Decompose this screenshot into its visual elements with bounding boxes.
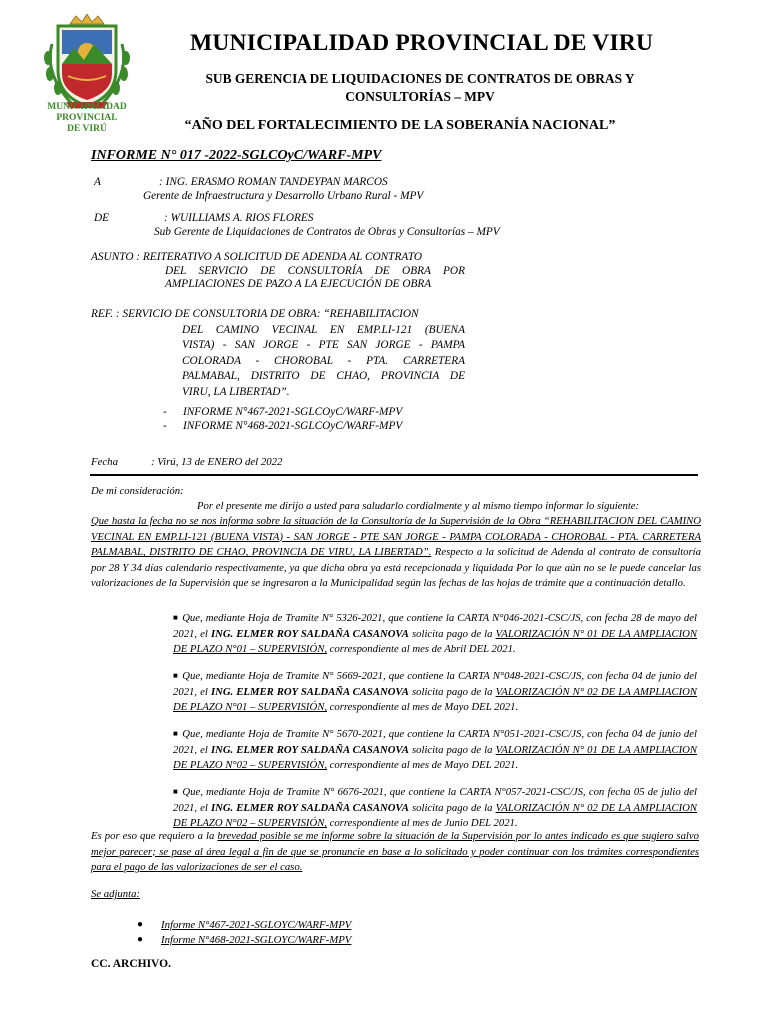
square-bullet-icon: ■ [173, 671, 179, 680]
logo-caption [24, 102, 150, 135]
subtitle-line1: SUB GERENCIA DE LIQUIDACIONES DE CONTRATOS DE OBRAS Y [205, 71, 635, 86]
asunto-line2: DEL SERVICIO DE CONSULTORÍA DE OBRA POR [165, 264, 465, 277]
ref-block [91, 307, 465, 401]
informe-number: INFORME N° 017 -2022-SGLCOyC/WARF-MPV [91, 148, 382, 163]
main-paragraph-underlined: Que hasta la fecha no se nos informa sobre la situación de la Consultoría de la Supervisión de la Obra “REHABILITACION DEL CAMINO VECINAL EN EMP.LI-121 (BUENA VISTA) - SAN JORGE - PTE SAN JORGE - PAMPA COLORADA - CHOROBAL - PTA. CARRETERA PALMABAL, DISTRITO DE CHAO, PROVINCIA DE VIRU, LA LIBERTAD”. [91, 515, 701, 559]
asunto-line1: ASUNTO : REITERATIVO A SOLICITUD DE ADENDA AL CONTRATO [91, 251, 423, 263]
from-label: DE [94, 212, 110, 224]
ref-line4: COLORADA - CHOROBAL - PTA. CARRETERA [182, 354, 465, 367]
list-item: ■ Que, mediante Hoja de Tramite N° 6676-2021, que contiene la CARTA N°057-2021-CSC/JS, con fecha 05 de julio del 2021, el ING. ELMER ROY SALDAÑA CASANOVA solicita pago de la VALORIZACIÓN N° 02 DE LA AMPLIACION DE PLAZO N°02 – SUPERVISIÓN, correspondiente al mes de Junio DEL 2021. [173, 786, 697, 830]
ref-line3: VISTA) - SAN JORGE - PTE SAN JORGE - PAMPA [182, 339, 465, 352]
ref-line6: VIRU, LA LIBERTAD”. [182, 385, 290, 398]
year-motto: “AÑO DEL FORTALECIMIENTO DE LA SOBERANÍA NACIONAL” [184, 118, 616, 133]
intro-text: Por el presente me dirijo a usted para saludarlo cordialmente y al mismo tiempo informar lo siguiente: [197, 500, 640, 512]
subtitle [170, 70, 670, 106]
cc-archive: CC. ARCHIVO. [91, 958, 171, 970]
attachment-item: ● Informe N°467-2021-SGLOYC/WARF-MPV [137, 919, 352, 931]
subtitle-line2: CONSULTORÍAS – MPV [345, 89, 495, 104]
attachments-label: Se adjunta: [91, 888, 140, 900]
from-role: Sub Gerente de Liquidaciones de Contratos de Obras y Consultorías – MPV [154, 225, 500, 238]
ref-line5: PALMABAL, DISTRITO DE CHAO, PROVINCIA DE [182, 370, 465, 383]
square-bullet-icon: ■ [173, 613, 179, 622]
from-block [94, 212, 500, 239]
asunto-line3: AMPLIACIONES DE PAZO A LA EJECUCIÓN DE OBRA [165, 278, 432, 290]
square-bullet-icon: ■ [173, 729, 179, 738]
from-name: : WUILLIAMS A. RIOS FLORES [164, 212, 314, 224]
bullet-icon: ● [137, 934, 144, 945]
ref-line1: REF. : SERVICIO DE CONSULTORIA DE OBRA: “REHABILITACION [91, 308, 419, 320]
to-name: : ING. ERASMO ROMAN TANDEYPAN MARCOS [159, 176, 388, 188]
date-value: : Virú, 13 de ENERO del 2022 [151, 456, 283, 468]
date-label: Fecha [91, 456, 118, 468]
closing-paragraph [91, 829, 699, 876]
asunto-block [91, 251, 465, 292]
to-block [94, 176, 423, 203]
logo-caption-line2: DE VIRÚ [67, 124, 107, 134]
logo-caption-line1: MUNICIPALIDAD PROVINCIAL [47, 102, 127, 123]
bullet-icon: ● [137, 919, 144, 930]
list-item: ■ Que, mediante Hoja de Tramite N° 5670-2021, que contiene la CARTA N°051-2021-CSC/JS, con fecha 04 de junio del 2021, el ING. ELMER ROY SALDAÑA CASANOVA solicita pago de la VALORIZACIÓN N° 01 DE LA AMPLIACION DE PLAZO N°02 – SUPERVISIÓN, correspondiente al mes de Mayo DEL 2021. [173, 728, 697, 772]
closing-pre: Es por eso que requiero a la [91, 830, 218, 842]
to-role: Gerente de Infraestructura y Desarrollo Urbano Rural - MPV [143, 189, 424, 202]
attachment-item: ● Informe N°468-2021-SGLOYC/WARF-MPV [137, 934, 352, 946]
list-item: ■ Que, mediante Hoja de Tramite N° 5326-2021, que contiene la CARTA N°046-2021-CSC/JS, con fecha 28 de mayo del 2021, el ING. ELMER ROY SALDAÑA CASANOVA solicita pago de la VALORIZACIÓN N° 01 DE LA AMPLIACION DE PLAZO N°01 – SUPERVISIÓN, correspondiente al mes de Abril DEL 2021. [173, 612, 697, 656]
main-paragraph-rest: Respecto a la solicitud de Adenda al contrato de consultoría por 28 Y 34 días calendario respectivamente, ya que dicha obra ya está recepcionada y liquidada Por lo que aún no se le puede cancelar las valorizaciones de la Supervisión que se ingresaron a la Municipalidad según las fechas de las hojas de trámite que a continuación detallo. [91, 546, 701, 590]
ref-item: - INFORME N°468-2021-SGLCOyC/WARF-MPV [163, 419, 403, 432]
closing-underlined: brevedad posible se me informe sobre la situación de la Supervisión por lo antes indicado es que sugiero salvo mejor parecer; se pase al área legal a fin de que se pronuncie en base a lo solicitado y poder continuar con los trámites correspondientes para el pago de las valorizaciones de ser el caso. [91, 830, 699, 874]
ref-items [163, 406, 402, 433]
ref-line2: DEL CAMINO VECINAL EN EMP.LI-121 (BUENA [182, 323, 465, 336]
attachments-list [137, 918, 537, 948]
square-bullet-icon: ■ [173, 787, 179, 796]
main-paragraph [91, 514, 701, 592]
list-item: ■ Que, mediante Hoja de Tramite N° 5669-2021, que contiene la CARTA N°048-2021-CSC/JS, con fecha 04 de junio del 2021, el ING. ELMER ROY SALDAÑA CASANOVA solicita pago de la VALORIZACIÓN N° 02 DE LA AMPLIACION DE PLAZO N°01 – SUPERVISIÓN, correspondiente al mes de Mayo DEL 2021. [173, 670, 697, 714]
salutation: De mi consideración: [91, 485, 184, 497]
to-label: A [94, 176, 101, 188]
divider [90, 474, 698, 476]
date-line [91, 456, 282, 470]
ref-item: - INFORME N°467-2021-SGLCOyC/WARF-MPV [163, 406, 403, 418]
page-title: MUNICIPALIDAD PROVINCIAL DE VIRU [190, 30, 654, 56]
